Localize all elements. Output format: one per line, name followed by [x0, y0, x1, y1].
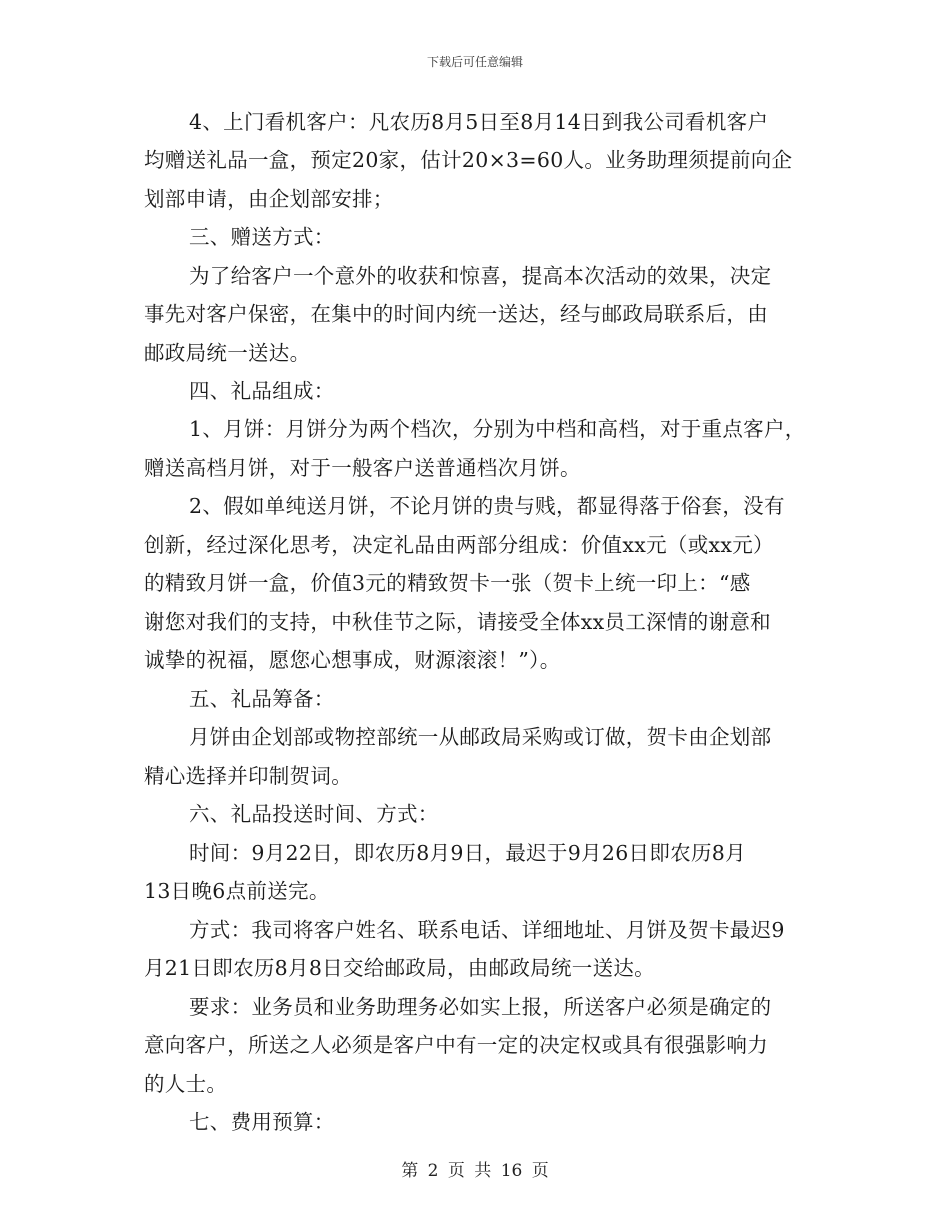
paragraph-line: 划部申请，由企划部安排； — [144, 187, 394, 211]
paragraph-line: 均赠送礼品一盒，预定20家，估计20×3=60人。业务助理须提前向企 — [144, 148, 793, 172]
paragraph-line: 方式：我司将客户姓名、联系电话、详细地址、月饼及贺卡最迟9 — [189, 918, 785, 942]
paragraph-line: 1、月饼：月饼分为两个档次，分别为中档和高档，对于重点客户， — [189, 417, 806, 441]
paragraph-line: 精心选择并印制贺词。 — [144, 764, 352, 788]
paragraph-line: 谢您对我们的支持，中秋佳节之际，请接受全体xx员工深情的谢意和 — [144, 610, 771, 634]
section-heading: 三、赠送方式： — [189, 225, 335, 249]
page-footer: 第 2 页 共 16 页 — [401, 1161, 549, 1181]
paragraph-line: 13日晚6点前送完。 — [144, 879, 330, 903]
section-heading: 四、礼品组成： — [189, 379, 335, 403]
paragraph-line: 的人士。 — [144, 1072, 228, 1096]
paragraph-line: 要求：业务员和业务助理务必如实上报，所送客户必须是确定的 — [189, 995, 772, 1019]
paragraph-line: 月饼由企划部或物控部统一从邮政局采购或订做，贺卡由企划部 — [189, 725, 772, 749]
paragraph-line: 诚挚的祝福，愿您心想事成，财源滚滚！”）。 — [144, 648, 561, 672]
paragraph-line: 邮政局统一送达。 — [144, 341, 311, 365]
paragraph-line: 事先对客户保密，在集中的时间内统一送达，经与邮政局联系后，由 — [144, 302, 768, 326]
page-header: 下载后可任意编辑 — [426, 55, 523, 69]
paragraph-line: 时间：9月22日，即农历8月9日，最迟于9月26日即农历8月 — [189, 841, 746, 865]
paragraph-line: 创新，经过深化思考，决定礼品由两部分组成：价值xx元（或xx元） — [144, 533, 774, 557]
section-heading: 五、礼品筹备： — [189, 687, 335, 711]
paragraph-line: 4、上门看机客户：凡农历8月5日至8月14日到我公司看机客户 — [189, 110, 769, 134]
paragraph-line: 2、假如单纯送月饼，不论月饼的贵与贱，都显得落于俗套，没有 — [189, 494, 785, 518]
paragraph-line: 月21日即农历8月8日交给邮政局，由邮政局统一送达。 — [144, 956, 655, 980]
paragraph-line: 为了给客户一个意外的收获和惊喜，提高本次活动的效果，决定 — [189, 264, 772, 288]
section-heading: 七、费用预算： — [189, 1110, 335, 1134]
paragraph-line: 意向客户，所送之人必须是客户中有一定的决定权或具有很强影响力 — [144, 1033, 768, 1057]
section-heading: 六、礼品投送时间、方式： — [189, 802, 439, 826]
paragraph-line: 的精致月饼一盒，价值3元的精致贺卡一张（贺卡上统一印上：“感 — [144, 571, 751, 595]
paragraph-line: 赠送高档月饼，对于一般客户送普通档次月饼。 — [144, 456, 581, 480]
